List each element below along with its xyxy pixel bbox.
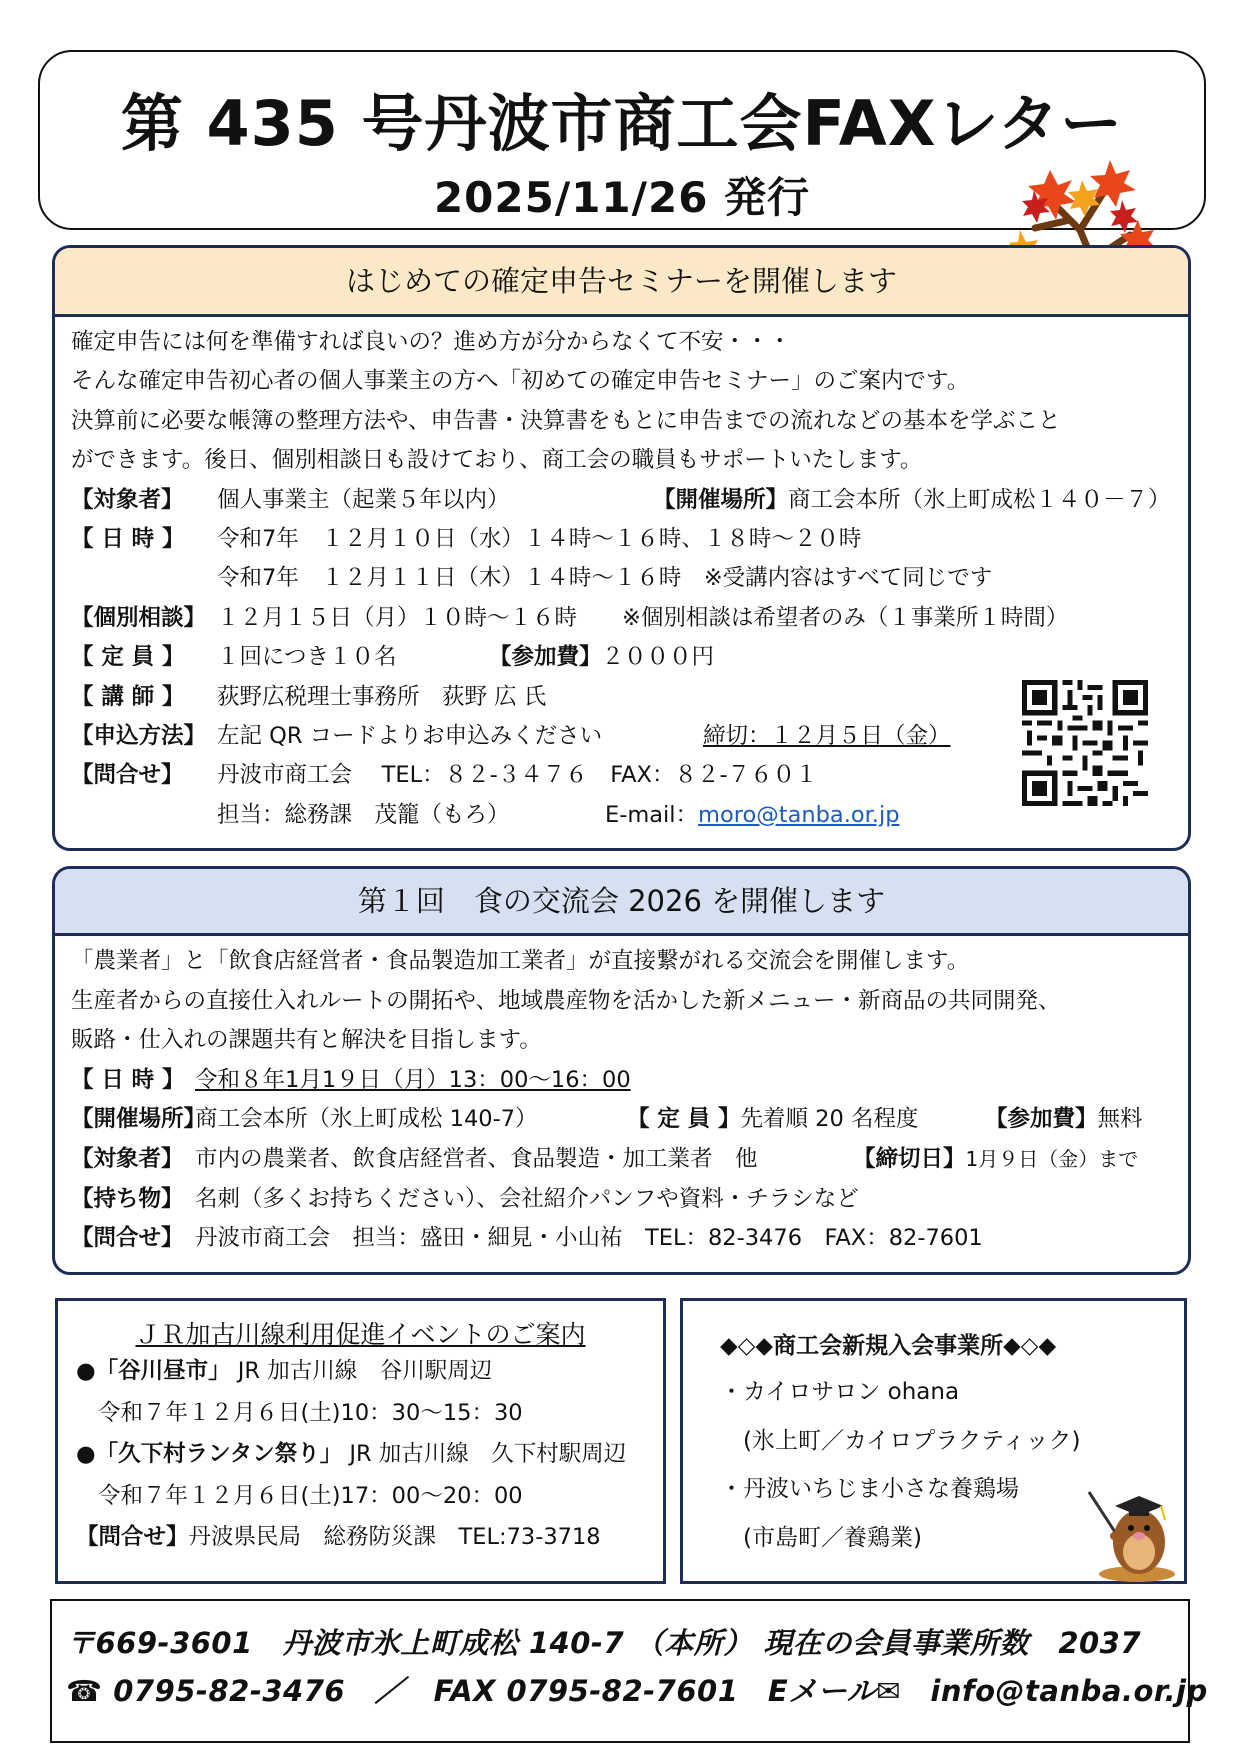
apply-value: 左記 QR コードよりお申込みください bbox=[217, 722, 603, 749]
deadline: 締切：１２月５日（金） bbox=[703, 722, 951, 749]
event-2-time: 令和７年１２月６日(土)17：00～20：00 bbox=[98, 1482, 523, 1509]
exchange-target-value: 市内の農業者、飲食店経営者、食品製造・加工業者 他 bbox=[195, 1145, 758, 1172]
seminar-date-row bbox=[71, 520, 1188, 559]
seminar-capacity-row bbox=[71, 638, 1188, 677]
exchange-venue-row bbox=[71, 1100, 1188, 1140]
mole-teacher-icon bbox=[1085, 1470, 1177, 1582]
seminar-intro-1: 確定申告には何を準備すれば良いの？進め方が分からなくて不安・・・ bbox=[71, 329, 792, 355]
seminar-consult-row bbox=[71, 599, 1188, 638]
exchange-contact-row bbox=[71, 1219, 1188, 1259]
target-label: 【対象者】 bbox=[71, 486, 184, 513]
footer-phone-line: ☎ 0795-82-3476 ／ FAX 0795-82-7601 Eメール✉ info@tanba.or.jp bbox=[66, 1674, 1208, 1708]
exchange-bring-label: 【持ち物】 bbox=[71, 1185, 184, 1212]
email-label: E-mail： bbox=[605, 801, 699, 828]
venue-value: 商工会本所（氷上町成松１４０－７） bbox=[788, 486, 1171, 513]
footer-contact bbox=[50, 1599, 1208, 1743]
jr-event-2 bbox=[58, 1434, 663, 1476]
seminar-intro-4: ができます。後日、個別相談日も設けており、商工会の職員もサポートいたします。 bbox=[71, 447, 923, 474]
contact-value: 丹波市商工会 TEL：８２-３４７６ FAX：８２-７６０１ bbox=[217, 762, 818, 789]
new-members-title: ◆◇◆商工会新規入会事業所◆◇◆ bbox=[720, 1333, 1057, 1359]
lecturer-label: 【 講 師 】 bbox=[71, 683, 185, 710]
exchange-capacity-label: 【 定 員 】 bbox=[627, 1106, 741, 1133]
letter-title: 第 435 号丹波市商工会FAXレター bbox=[120, 87, 1124, 160]
exchange-date-value: 令和８年1月1９日（月）13：00～16：00 bbox=[195, 1066, 631, 1093]
exchange-date-label: 【 日 時 】 bbox=[71, 1066, 185, 1093]
tax-seminar-section bbox=[52, 245, 1191, 851]
target-value: 個人事業主（起業５年以内） bbox=[217, 486, 510, 513]
new-member-1: ・カイロサロン ohana bbox=[720, 1379, 960, 1405]
capacity-value: １回につき１０名 bbox=[217, 644, 397, 671]
seminar-date-row-2 bbox=[71, 559, 1188, 598]
date-label: 【 日 時 】 bbox=[71, 525, 185, 552]
seminar-lecturer-row bbox=[71, 678, 1188, 717]
venue-label: 【開催場所】 bbox=[653, 486, 789, 513]
jr-contact bbox=[58, 1517, 663, 1559]
new-member-2: ・丹波いちじま小さな養鶏場 bbox=[720, 1476, 1019, 1502]
fee-label: 【参加費】 bbox=[489, 644, 602, 671]
event-2-name: ●「久下村ランタン祭り」 bbox=[76, 1441, 343, 1467]
exchange-venue-label: 【開催場所】 bbox=[71, 1106, 207, 1133]
exchange-contact-value: 丹波市商工会 担当：盛田・細見・小山祐 TEL：82-3476 FAX：82-7601 bbox=[195, 1225, 983, 1252]
exchange-fee-value: 無料 bbox=[1097, 1106, 1143, 1133]
email-link[interactable]: moro@tanba.or.jp bbox=[698, 801, 900, 828]
contact-label: 【問合せ】 bbox=[71, 762, 184, 789]
seminar-contact-person-row bbox=[71, 796, 1188, 835]
tax-seminar-heading: はじめての確定申告セミナーを開催します bbox=[55, 248, 1188, 317]
event-1-time: 令和７年１２月６日(土)10：30～15：30 bbox=[98, 1399, 523, 1426]
event-2-place: JR 加古川線 久下村駅周辺 bbox=[349, 1441, 627, 1467]
exchange-date-row bbox=[71, 1061, 1188, 1101]
seminar-contact-row bbox=[71, 756, 1188, 795]
capacity-label: 【 定 員 】 bbox=[71, 644, 185, 671]
issue-date: 2025/11/26 発行 bbox=[433, 173, 811, 222]
jr-event-box bbox=[55, 1298, 666, 1584]
exchange-intro-3: 販路・仕入れの課題共有と解決を目指します。 bbox=[71, 1027, 542, 1054]
exchange-venue-value: 商工会本所（氷上町成松 140-7） bbox=[195, 1106, 538, 1133]
jr-contact-label: 【問合せ】 bbox=[76, 1524, 189, 1550]
exchange-bring-value: 名刺（多くお持ちください）、会社紹介パンフや資料・チラシなど bbox=[195, 1185, 859, 1212]
exchange-fee-label: 【参加費】 bbox=[985, 1106, 1098, 1133]
jr-event-1 bbox=[58, 1351, 663, 1393]
food-exchange-heading: 第１回 食の交流会 2026 を開催します bbox=[55, 869, 1188, 936]
footer-address-line: 〒669-3601 丹波市氷上町成松 140-7 （本所） 現在の会員事業所数 2037 bbox=[66, 1626, 1142, 1660]
seminar-intro-3: 決算前に必要な帳簿の整理方法や、申告書・決算書をもとに申告までの流れなどの基本を学ぶこと bbox=[71, 407, 1061, 434]
lecturer-value: 荻野広税理士事務所 荻野 広 氏 bbox=[217, 683, 547, 710]
exchange-deadline-label: 【締切日】 bbox=[853, 1145, 966, 1172]
consult-value: １２月１５日（月）１０時～１６時 ※個別相談は希望者のみ（１事業所１時間） bbox=[217, 604, 1069, 631]
exchange-deadline-value: 1月９日（金）まで bbox=[965, 1146, 1139, 1171]
jr-contact-value: 丹波県民局 総務防災課 TEL:73-3718 bbox=[188, 1524, 601, 1550]
event-1-place: JR 加古川線 谷川駅周辺 bbox=[237, 1358, 493, 1384]
event-1-name: ●「谷川昼市」 bbox=[76, 1358, 231, 1384]
fee-value: ２０００円 bbox=[601, 644, 715, 671]
exchange-target-row bbox=[71, 1140, 1188, 1180]
exchange-bring-row bbox=[71, 1180, 1188, 1220]
new-member-1-detail: (氷上町／カイロプラクティック) bbox=[720, 1427, 1081, 1454]
food-exchange-section bbox=[52, 866, 1191, 1275]
new-member-2-detail: (市島町／養鶏業) bbox=[720, 1524, 922, 1551]
exchange-target-label: 【対象者】 bbox=[71, 1145, 184, 1172]
seminar-apply-row bbox=[71, 717, 1188, 756]
seminar-target-row bbox=[71, 481, 1188, 520]
apply-label: 【申込方法】 bbox=[71, 722, 207, 749]
date-value-1: 令和7年 １２月１０日（水）１４時～１６時、１８時～２０時 bbox=[217, 525, 862, 552]
contact-person: 担当：総務課 茂籠（もろ） bbox=[217, 801, 510, 828]
qr-code-icon[interactable] bbox=[1022, 680, 1148, 806]
jr-event-title: ＪＲ加古川線利用促進イベントのご案内 bbox=[135, 1320, 586, 1349]
exchange-contact-label: 【問合せ】 bbox=[71, 1225, 184, 1252]
exchange-intro-2: 生産者からの直接仕入れルートの開拓や、地域農産物を活かした新メニュー・新商品の共同開発、 bbox=[71, 987, 1061, 1014]
seminar-intro-2: そんな確定申告初心者の個人事業主の方へ「初めての確定申告セミナー」のご案内です。 bbox=[71, 368, 970, 395]
consult-label: 【個別相談】 bbox=[71, 604, 207, 631]
exchange-intro-1: 「農業者」と「飲食店経営者・食品製造加工業者」が直接繋がれる交流会を開催します。 bbox=[71, 948, 970, 974]
exchange-capacity-value: 先着順 20 名程度 bbox=[740, 1106, 919, 1133]
date-value-2: 令和7年 １２月１１日（木）１４時～１６時 ※受講内容はすべて同じです bbox=[217, 565, 993, 592]
